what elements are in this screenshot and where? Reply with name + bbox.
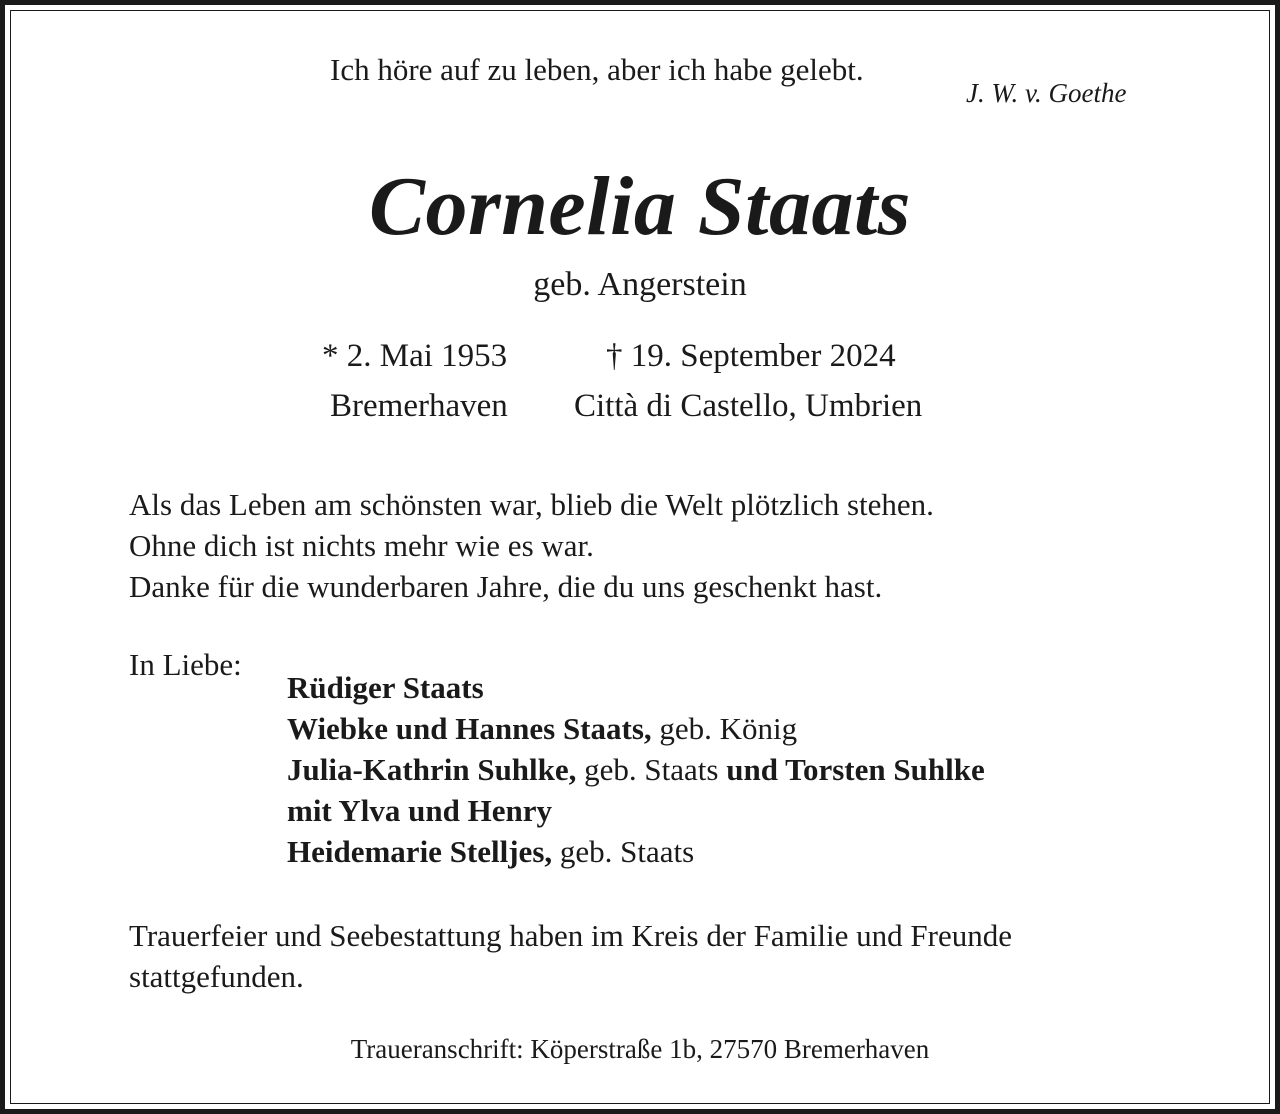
mourner-note: geb. Staats <box>552 834 695 869</box>
funeral-notice <box>129 915 1012 997</box>
quote-author: J. W. v. Goethe <box>966 78 1127 108</box>
mourner-name: Wiebke und Hannes Staats, <box>287 711 652 746</box>
death-place: Città di Castello, Umbrien <box>574 388 923 424</box>
mourner-line <box>287 790 985 831</box>
mourner-name: Rüdiger Staats <box>287 670 484 705</box>
mourner-name: Heidemarie Stelljes, <box>287 834 553 869</box>
mourner-note: geb. König <box>651 711 798 746</box>
mourner-note: geb. Staats <box>576 752 727 787</box>
mourner-name: Julia-Kathrin Suhlke, <box>287 752 577 787</box>
death-date: † 19. September 2024 <box>606 338 896 374</box>
mourner-name: und Torsten Suhlke <box>726 752 985 787</box>
mourner-line <box>287 749 985 790</box>
poem-line: Danke für die wunderbaren Jahre, die du uns geschenkt hast. <box>129 569 883 604</box>
maiden-name: geb. Angerstein <box>533 266 747 303</box>
quote-text: Ich höre auf zu leben, aber ich habe gelebt. <box>330 52 864 87</box>
poem-line: Ohne dich ist nichts mehr wie es war. <box>129 528 594 563</box>
mourner-line <box>287 708 985 749</box>
funeral-line: Trauerfeier und Seebestattung haben im Kreis der Familie und Freunde <box>129 918 1012 953</box>
mourners-label: In Liebe: <box>129 647 242 682</box>
mourner-name: mit Ylva und Henry <box>287 793 552 828</box>
deceased-name: Cornelia Staats <box>369 160 911 253</box>
funeral-line: stattgefunden. <box>129 959 304 994</box>
birth-place: Bremerhaven <box>330 388 508 424</box>
mourner-line <box>287 667 985 708</box>
mourners-list <box>287 667 985 872</box>
poem <box>129 484 934 607</box>
mourner-line <box>287 831 985 872</box>
mourning-address: Traueranschrift: Köperstraße 1b, 27570 Bremerhaven <box>350 1034 930 1064</box>
birth-date: * 2. Mai 1953 <box>322 338 508 374</box>
poem-line: Als das Leben am schönsten war, blieb die Welt plötzlich stehen. <box>129 487 934 522</box>
